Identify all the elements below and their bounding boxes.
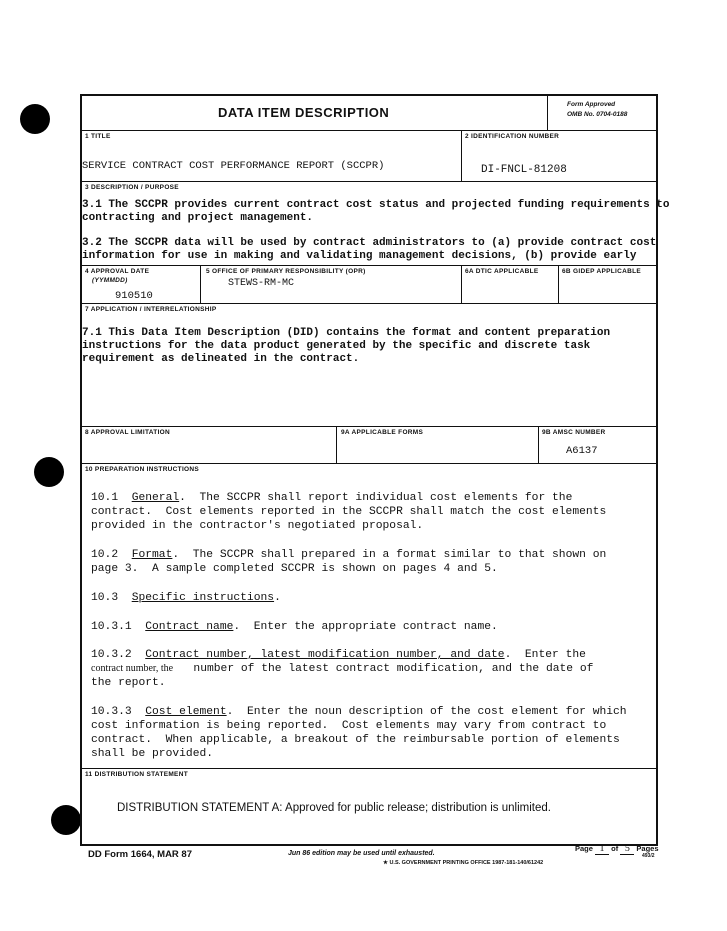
identification-number-value: DI-FNCL-81208: [481, 164, 567, 176]
preparation-instructions-label: 10 PREPARATION INSTRUCTIONS: [85, 466, 200, 473]
description-para2-line2: information for use in making and validating management decisions, (b) provide early: [82, 250, 637, 262]
identification-number-label: 2 IDENTIFICATION NUMBER: [465, 133, 560, 140]
description-purpose-label: 3 DESCRIPTION / PURPOSE: [85, 184, 179, 191]
gpo-imprint: ★ U.S. GOVERNMENT PRINTING OFFICE 1987-181-140/61242: [383, 860, 544, 866]
approval-date-label: 4 APPROVAL DATE: [85, 268, 150, 275]
application-label: 7 APPLICATION / INTERRELATIONSHIP: [85, 306, 217, 313]
page-total: 5: [620, 843, 634, 855]
application-line3: requirement as delineated in the contract.: [82, 353, 360, 365]
para-10-1-line1: 10.1 General. The SCCPR shall report individual cost elements for the: [91, 492, 573, 504]
para-10-3-3-line2: cost information is being reported. Cost elements may vary from contract to: [91, 720, 607, 732]
punch-hole-top: [20, 104, 50, 134]
distribution-statement-text: DISTRIBUTION STATEMENT A: Approved for public release; distribution is unlimited.: [117, 802, 551, 814]
title-value: SERVICE CONTRACT COST PERFORMANCE REPORT (SCCPR): [82, 160, 385, 172]
page-number: 1: [595, 843, 609, 855]
gidep-applicable-label: 6B GIDEP APPLICABLE: [562, 268, 642, 275]
para-10-3-3-line3: contract. When applicable, a breakout of the reimbursable portion of elements: [91, 734, 620, 746]
para-10-1-line3: provided in the contractor's negotiated proposal.: [91, 520, 424, 532]
para-10-3-3-line4: shall be provided.: [91, 748, 214, 760]
punch-hole-bottom: [51, 805, 81, 835]
distribution-statement-label: 11 DISTRIBUTION STATEMENT: [85, 771, 188, 778]
form-code: 493/2: [642, 853, 655, 859]
form-id: DD Form 1664, MAR 87: [88, 849, 193, 860]
approval-date-value: 910510: [115, 290, 153, 302]
amsc-number-value: A6137: [566, 445, 598, 457]
page-indicator: Page 1 of 5 Pages: [575, 843, 659, 854]
title-label: 1 TITLE: [85, 133, 111, 140]
para-10-3-1: 10.3.1 Contract name. Enter the appropriate contract name.: [91, 621, 498, 633]
application-line2: instructions for the data product generated by the specific and discrete task: [82, 340, 591, 352]
description-para2-line1: 3.2 The SCCPR data will be used by contract administrators to (a) provide contract cost: [82, 237, 657, 249]
applicable-forms-label: 9A APPLICABLE FORMS: [341, 429, 424, 436]
dtic-applicable-label: 6A DTIC APPLICABLE: [465, 268, 539, 275]
opr-value: STEWS-RM-MC: [228, 278, 295, 289]
approval-date-sublabel: (YYMMDD): [92, 277, 128, 284]
omb-number: OMB No. 0704-0188: [567, 111, 628, 118]
description-para1-line2: contracting and project management.: [82, 212, 314, 224]
amsc-number-label: 9B AMSC NUMBER: [542, 429, 606, 436]
para-10-1-line2: contract. Cost elements reported in the SCCPR shall match the cost elements: [91, 506, 607, 518]
punch-hole-middle: [34, 457, 64, 487]
para-10-2-line2: page 3. A sample completed SCCPR is shown on pages 4 and 5.: [91, 563, 498, 575]
application-line1: 7.1 This Data Item Description (DID) contains the format and content preparation: [82, 327, 611, 339]
opr-label: 5 OFFICE OF PRIMARY RESPONSIBILITY (OPR): [206, 268, 366, 275]
edition-note: Jun 86 edition may be used until exhausted.: [288, 850, 435, 857]
para-10-2-line1: 10.2 Format. The SCCPR shall prepared in a format similar to that shown on: [91, 549, 607, 561]
para-10-3-2-line2: contract number, the number of the latest contract modification, and the date of: [91, 663, 594, 675]
description-para1-line1: 3.1 The SCCPR provides current contract cost status and projected funding requirements to: [82, 199, 670, 211]
form-approved-label: Form Approved: [567, 101, 616, 108]
para-10-3-3-line1: 10.3.3 Cost element. Enter the noun description of the cost element for which: [91, 706, 627, 718]
para-10-3-2-line3: the report.: [91, 677, 166, 689]
para-10-3-2-line1: 10.3.2 Contract number, latest modification number, and date. Enter the: [91, 649, 586, 661]
para-10-3: 10.3 Specific instructions.: [91, 592, 281, 604]
approval-limitation-label: 8 APPROVAL LIMITATION: [85, 429, 171, 436]
form-title: DATA ITEM DESCRIPTION: [218, 105, 390, 120]
